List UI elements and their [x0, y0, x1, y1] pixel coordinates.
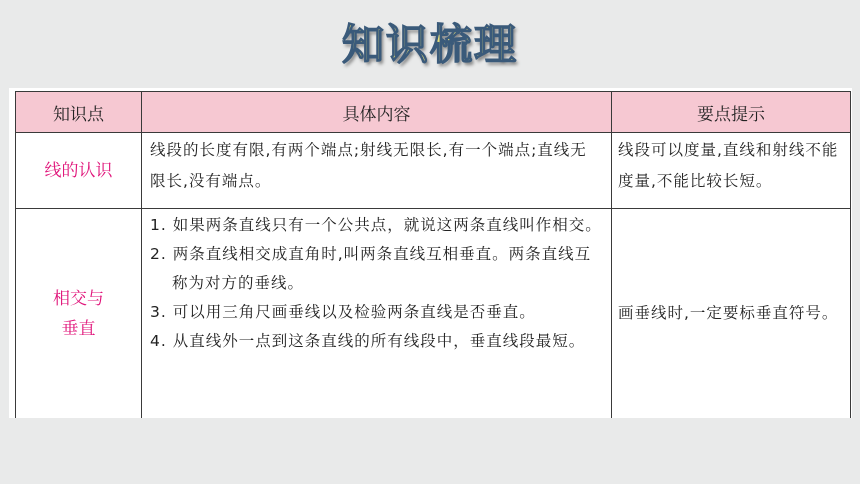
header-topic: 知识点: [16, 92, 142, 133]
topic-cell: [16, 209, 142, 419]
topic-cell: 线的认识: [16, 133, 142, 209]
header-content: 具体内容: [142, 92, 612, 133]
list-item: 1. 如果两条直线只有一个公共点，就说这两条直线叫作相交。: [150, 216, 602, 234]
points-cell: 画垂线时,一定要标垂直符号。: [612, 209, 851, 419]
points-cell: 线段可以度量,直线和射线不能度量,不能比较长短。: [612, 133, 851, 209]
table-row: [16, 133, 851, 209]
list-item: 2. 两条直线相交成直角时,叫两条直线互相垂直。两条直线互称为对方的垂线。: [150, 245, 592, 292]
content-cell: 线段的长度有限,有两个端点;射线无限长,有一个端点;直线无限长,没有端点。: [142, 133, 612, 209]
list-item: 4. 从直线外一点到这条直线的所有线段中，垂直线段最短。: [150, 332, 586, 350]
page-title: 知识梳理: [341, 20, 518, 69]
topic-line: 相交与: [53, 288, 104, 309]
list-item: 3. 可以用三角尺画垂线以及检验两条直线是否垂直。: [150, 303, 536, 321]
content-cell: [142, 209, 612, 419]
topic-line: 垂直: [61, 318, 96, 339]
table-row: [16, 209, 851, 419]
header-points: 要点提示: [612, 92, 851, 133]
table-sheet: [9, 88, 852, 418]
knowledge-table: [15, 91, 851, 418]
table-header-row: [16, 92, 851, 133]
